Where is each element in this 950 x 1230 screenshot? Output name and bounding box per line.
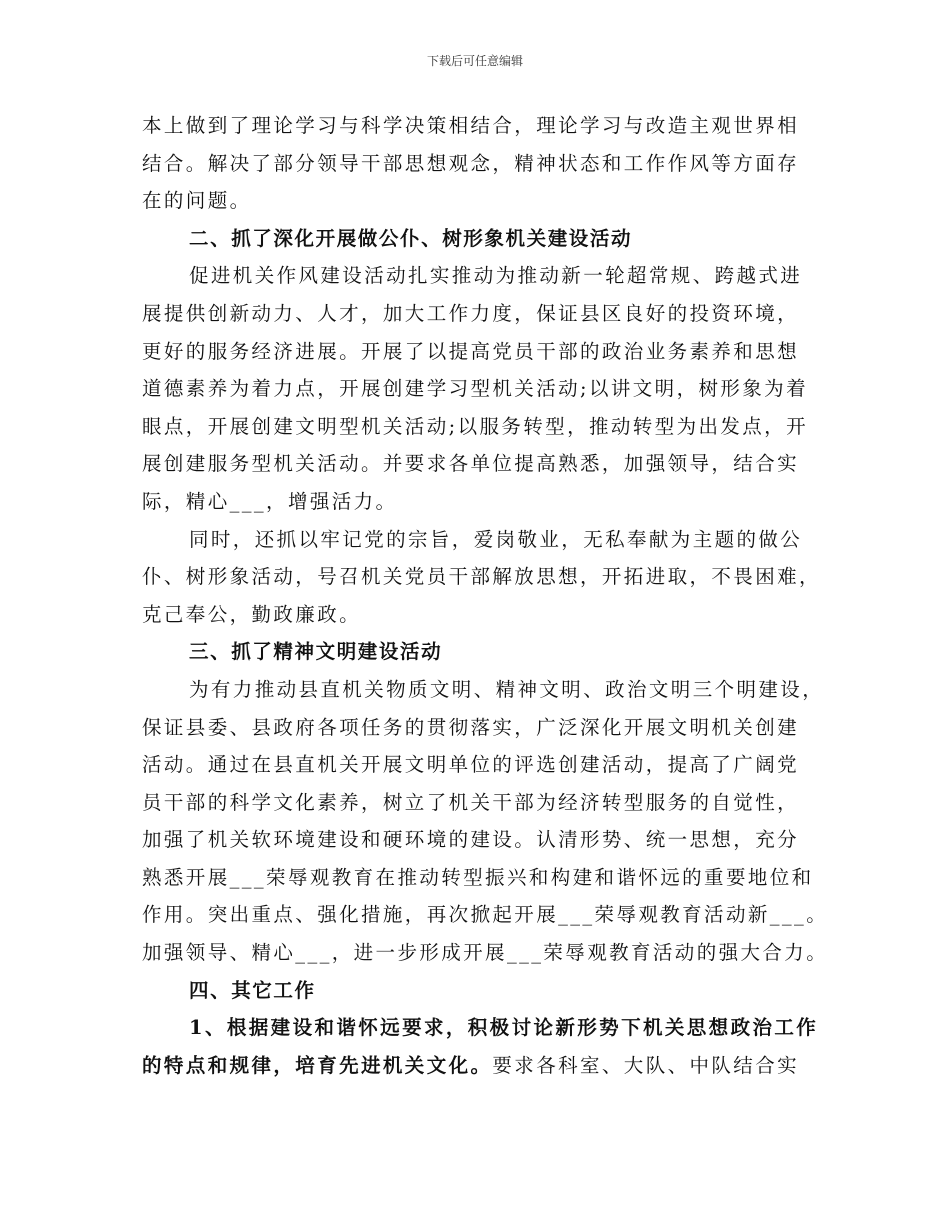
text-line: 在的问题。 xyxy=(142,189,252,213)
section-heading-2: 二、抓了深化开展做公仆、树形象机关建设活动 xyxy=(189,226,633,250)
text-line: 本上做到了理论学习与科学决策相结合，理论学习与改造主观世界相 xyxy=(142,114,800,137)
text-line: 为有力推动县直机关物质文明、精神文明、政治文明三个明建设， xyxy=(189,677,825,701)
document-body xyxy=(142,107,829,1084)
page-header-note: 下载后可任意编辑 xyxy=(426,54,523,68)
text-line: 促进机关作风建设活动扎实推动为推动新一轮超常规、跨越式进 xyxy=(189,264,803,288)
text-line: 更好的服务经济进展。开展了以提高党员干部的政治业务素养和思想 xyxy=(142,339,800,363)
mixed-text-line xyxy=(142,1047,814,1085)
text-line: 眼点，开展创建文明型机关活动;以服务转型，推动转型为出发点，开 xyxy=(142,414,808,438)
text-run: 要求各科室、大队、中队结合实 xyxy=(492,1053,800,1077)
text-line: 加强了机关软环境建设和硬环境的建设。认清形势、统一思想，充分 xyxy=(142,828,800,852)
text-line: 作用。突出重点、强化措施，再次掀起开展___荣辱观教育活动新___。 xyxy=(142,903,829,927)
bold-text-line: 1、根据建设和谐怀远要求，积极讨论新形势下机关思想政治工作 xyxy=(189,1016,819,1040)
text-line: 结合。解决了部分领导干部思想观念，精神状态和工作作风等方面存 xyxy=(142,151,800,175)
text-line: 仆、树形象活动，号召机关党员干部解放思想，开拓进取，不畏困难， xyxy=(142,565,821,589)
text-line: 同时，还抓以牢记党的宗旨，爱岗敬业，无私奉献为主题的做公 xyxy=(189,527,803,551)
section-heading-3: 三、抓了精神文明建设活动 xyxy=(189,640,443,664)
text-line: 展创建服务型机关活动。并要求各单位提高熟悉，加强领导，结合实 xyxy=(142,452,800,476)
text-line: 活动。通过在县直机关开展文明单位的评选创建活动，提高了广阔党 xyxy=(142,753,800,777)
text-line: 际，精心___，增强活力。 xyxy=(142,489,398,513)
section-heading-4: 四、其它工作 xyxy=(189,978,316,1002)
text-line: 保证县委、县政府各项任务的贯彻落实，广泛深化开展文明机关创建 xyxy=(142,715,800,739)
text-line: 道德素养为着力点，开展创建学习型机关活动;以讲文明，树形象为着 xyxy=(142,377,808,401)
text-line: 熟悉开展___荣辱观教育在推动转型振兴和构建和谐怀远的重要地位和 xyxy=(142,865,814,889)
text-line: 克己奉公，勤政廉政。 xyxy=(142,602,362,626)
text-line: 展提供创新动力、人才，加大工作力度，保证县区良好的投资环境， xyxy=(142,301,800,325)
text-line: 员干部的科学文化素养，树立了机关干部为经济转型服务的自觉性， xyxy=(142,790,800,814)
bold-text-run: 的特点和规律，培育先进机关文化。 xyxy=(142,1053,493,1077)
text-line: 加强领导、精心___，进一步形成开展___荣辱观教育活动的强大合力。 xyxy=(142,941,829,965)
